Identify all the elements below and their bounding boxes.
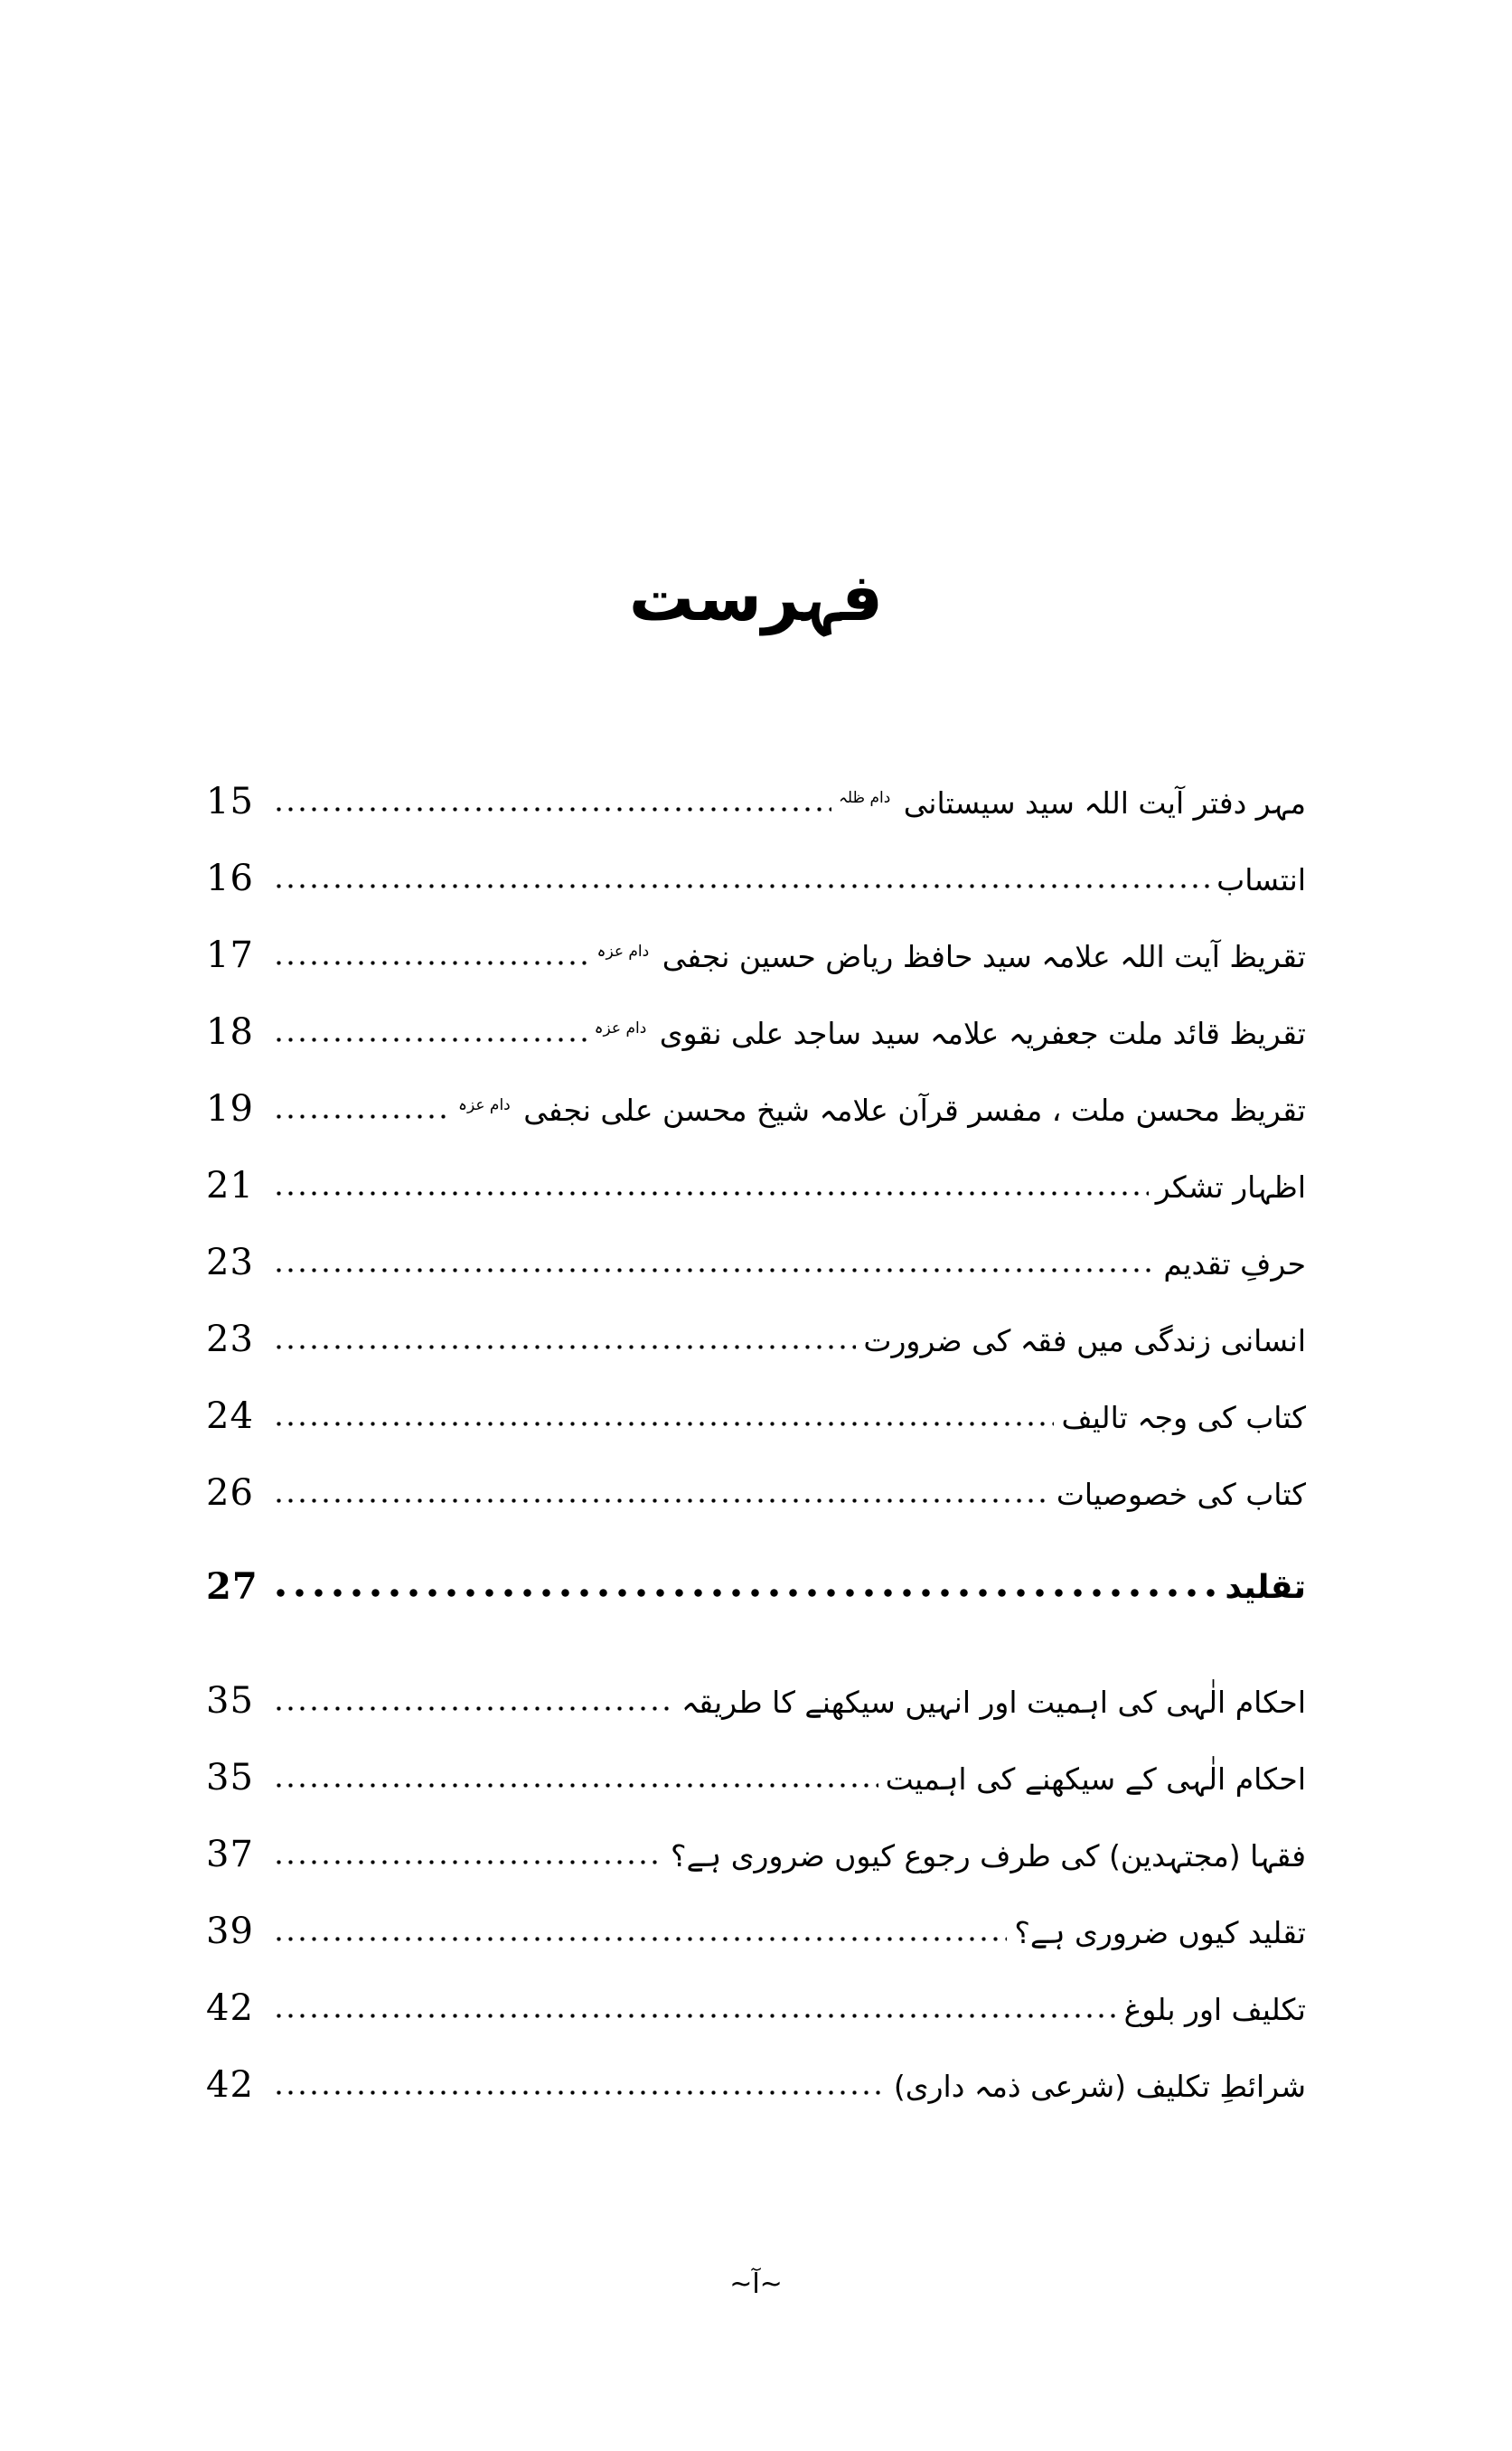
toc-entry-label[interactable]: تقلید xyxy=(1225,1568,1306,1606)
toc-leader-dots xyxy=(269,850,1216,900)
toc-entry-honorific: دام عزہ xyxy=(594,1019,647,1038)
toc-leader-dots xyxy=(269,1672,681,1723)
toc-entry-label[interactable]: تقلید کیوں ضروری ہے؟ xyxy=(1014,1915,1306,1951)
toc-row[interactable] xyxy=(206,850,1306,900)
page-title: فہرست xyxy=(628,559,884,635)
toc-leader-dots xyxy=(269,1464,1057,1515)
toc-entry-list xyxy=(206,773,1306,2133)
toc-page-number[interactable]: 23 xyxy=(206,1242,254,1283)
toc-row[interactable] xyxy=(206,926,1306,977)
toc-entry-label[interactable]: حرفِ تقدیم xyxy=(1163,1246,1306,1282)
toc-entry-label[interactable]: کتاب کی وجہ تالیف xyxy=(1061,1400,1306,1436)
toc-page-number[interactable]: 15 xyxy=(206,781,254,822)
toc-page-number[interactable]: 37 xyxy=(206,1834,254,1875)
toc-leader-dots xyxy=(269,1157,1156,1207)
toc-page-number[interactable]: 42 xyxy=(206,1987,254,2029)
toc-leader-dots xyxy=(269,1749,886,1799)
toc-entry-label[interactable]: تکلیف اور بلوغ xyxy=(1123,1992,1306,2028)
toc-leader-dots xyxy=(269,1979,1124,2030)
toc-row[interactable] xyxy=(206,1672,1306,1723)
toc-leader-dots xyxy=(269,1902,1014,1953)
toc-leader-dots xyxy=(269,1310,863,1361)
toc-row[interactable] xyxy=(206,1464,1306,1515)
toc-entry-label[interactable]: اظہار تشکر xyxy=(1155,1169,1306,1206)
toc-row[interactable] xyxy=(206,2056,1306,2107)
toc-leader-dots xyxy=(269,1387,1061,1438)
toc-row[interactable] xyxy=(206,1234,1306,1284)
toc-entry-label[interactable]: تقریظ قائد ملت جعفریہ علامہ سید ساجد علی نقوی $^{دام عزہ}$ xyxy=(594,1016,1306,1052)
toc-entry-label[interactable]: کتاب کی خصوصیات xyxy=(1056,1477,1306,1513)
toc-row[interactable] xyxy=(206,1310,1306,1361)
toc-row[interactable] xyxy=(206,1003,1306,1054)
toc-entry-label[interactable]: انسانی زندگی میں فقہ کی ضرورت xyxy=(863,1323,1306,1359)
toc-entry-label[interactable]: احکام الٰہی کے سیکھنے کی اہمیت xyxy=(885,1761,1306,1798)
toc-leader-dots xyxy=(269,1558,1225,1609)
toc-leader-dots xyxy=(269,2056,894,2107)
toc-row[interactable] xyxy=(206,1902,1306,1953)
toc-entry-honorific: دام ظلہ xyxy=(838,789,891,808)
toc-entry-label[interactable]: تقریظ محسن ملت ، مفسر قرآن علامہ شیخ محسن علی نجفی $^{دام عزہ}$ xyxy=(458,1093,1306,1129)
toc-page-number[interactable]: 27 xyxy=(206,1565,258,1608)
toc-row[interactable] xyxy=(206,1979,1306,2030)
toc-row[interactable] xyxy=(206,1826,1306,1876)
toc-entry-honorific: دام عزہ xyxy=(596,943,650,962)
toc-leader-dots xyxy=(269,926,596,977)
toc-entry-honorific: دام عزہ xyxy=(458,1096,511,1115)
toc-row[interactable] xyxy=(206,773,1306,823)
toc-section-row[interactable] xyxy=(206,1558,1306,1609)
toc-leader-dots xyxy=(269,1003,595,1054)
toc-page-number[interactable]: 23 xyxy=(206,1319,254,1360)
toc-page-number[interactable]: 19 xyxy=(206,1088,254,1130)
toc-entry-label[interactable]: انتساب xyxy=(1216,862,1306,898)
toc-leader-dots xyxy=(269,1234,1163,1284)
toc-page-number[interactable]: 24 xyxy=(206,1395,254,1437)
toc-entry-label[interactable]: شرائطِ تکلیف (شرعی ذمہ داری) xyxy=(893,2069,1306,2105)
toc-row[interactable] xyxy=(206,1157,1306,1207)
toc-entry-label[interactable]: تقریظ آیت اللہ علامہ سید حافظ ریاض حسین نجفی $^{دام عزہ}$ xyxy=(596,939,1306,975)
toc-page-number[interactable]: 35 xyxy=(206,1680,254,1722)
toc-entry-label[interactable]: فقہا (مجتہدین) کی طرف رجوع کیوں ضروری ہے؟ xyxy=(671,1838,1306,1874)
page-footer-number: ~آ~ xyxy=(729,2268,783,2300)
toc-page-number[interactable]: 26 xyxy=(206,1472,254,1514)
toc-row[interactable] xyxy=(206,1387,1306,1438)
toc-page-number[interactable]: 18 xyxy=(206,1011,254,1053)
toc-page-number[interactable]: 35 xyxy=(206,1757,254,1798)
toc-entry-label[interactable]: مہر دفتر آیت اللہ سید سیستانی $^{دام ظلہ}$ xyxy=(838,785,1306,822)
toc-page-number[interactable]: 16 xyxy=(206,858,254,899)
toc-row[interactable] xyxy=(206,1080,1306,1131)
toc-leader-dots xyxy=(269,1080,458,1131)
toc-entry-label[interactable]: احکام الٰہی کی اہمیت اور انہیں سیکھنے کا طریقہ xyxy=(681,1685,1306,1721)
toc-leader-dots xyxy=(269,773,839,823)
toc-page-number[interactable]: 39 xyxy=(206,1911,254,1952)
toc-page-number[interactable]: 17 xyxy=(206,934,254,976)
toc-row[interactable] xyxy=(206,1749,1306,1799)
toc-leader-dots xyxy=(269,1826,671,1876)
toc-page-number[interactable]: 42 xyxy=(206,2064,254,2106)
toc-page-number[interactable]: 21 xyxy=(206,1165,254,1207)
